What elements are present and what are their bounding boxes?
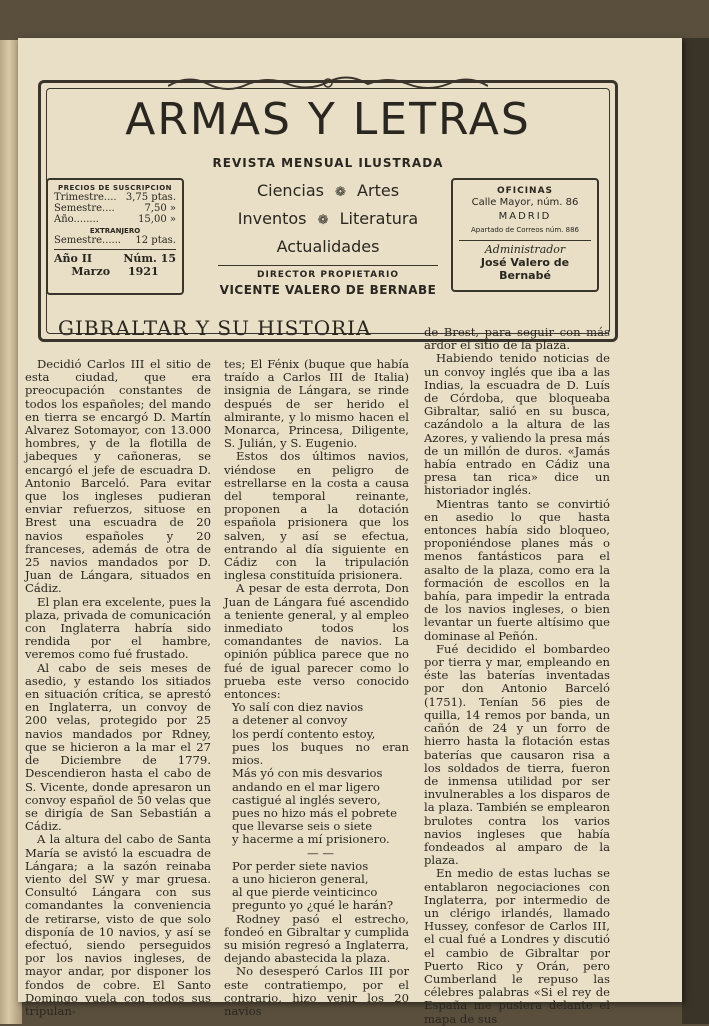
masthead-title: ARMAS Y LETRAS: [125, 94, 531, 145]
paragraph: Decidió Carlos III el sitio de esta ciudad, que era preocupación constantes de todos los españoles; del mando en tierra se encargó D. Martín Alvarez Sotomayor, con 13.000 hombres, y de la flotilla de jabeques y cañoneras, se encargó el jefe de escuadra D. Antonio Barceló. Para evitar que los ingleses pudieran enviar refuerzos, situose en Brest una escuadra de 20 navios españoles y 20 franceses, además de otra de 25 navios mandados por D. Juan de Lángara, situados en Cádiz.: [25, 357, 211, 596]
subscription-box: [46, 178, 184, 295]
issue-yearnum: 1921: [128, 265, 159, 278]
offices-po-box: Apartado de Correos núm. 886: [471, 226, 579, 234]
issue-info: [54, 249, 176, 278]
offices-heading: OFICINAS: [496, 186, 554, 196]
director-name: VICENTE VALERO DE BERNABE: [219, 283, 437, 297]
article-title: GIBRALTAR Y SU HISTORIA: [58, 316, 372, 340]
paragraph: Mientras tanto se convirtió en asedio lo que hasta entonces había sido bloqueo, proponiéndose planes más o menos fantásticos para el asalto de la plaza, como era la formación de escollos en la bahía, para impedir la entrada de los navios ingleses, o bien levantar un fuerte altísimo que dominase al Peñón.: [424, 496, 610, 643]
topic-ciencias: Ciencias: [256, 181, 324, 200]
paragraph: tes; El Fénix (buque que había traído a Carlos III de Italia) insignia de Lángara, se rinde después de ser herido el almirante, y lo mismo hacen el Monarca, Princesa, Diligente, S. Julián, y S. Eugenio.: [224, 357, 409, 451]
paragraph: El plan era excelente, pues la plaza, privada de comunicación con Inglaterra habría sido rendida por el hambre, veremos como fué frustado.: [25, 594, 211, 662]
paragraph: No desesperó Carlos III por este contratiempo, por el contrario, hizo venir los 20 navios: [224, 964, 409, 1018]
ornament-icon: [168, 74, 488, 92]
foreign-heading: EXTRANJERO: [89, 227, 141, 235]
paragraph: Fué decidido el bombardeo por tierra y mar, empleando en éste las baterías inventadas por don Antonio Barceló (1751). Tenían 56 pies de quilla, 14 remos por banda, un cañón de 24 y un forro de hierro hasta la flotación estas baterías que causaron risa a los soldados de tierra, fueron de inmensa utilidad por ser invulnerables a los disparos de la plaza. También se emplearon brulotes contra los varios navios ingleses que había fondeados al amparo de la plaza.: [424, 641, 610, 868]
admin-label: Administrador: [459, 240, 591, 256]
flower-icon: ❁: [317, 213, 329, 228]
topic-inventos: Inventos: [237, 209, 307, 228]
admin-name: José Valero de Bernabé: [480, 256, 570, 282]
issue-year: Año II: [54, 252, 92, 265]
topic-actualidades: Actualidades: [276, 237, 380, 256]
verse: Yo salí con diez navios a detener al convoy los perdí contento estoy, pues los buques no eran mios. Más yó con mis desvarios andando en el mar ligero castigué al inglés severo, pues no hizo más el pobrete que llevarse seis o siete y hacerme a mí prisionero. — — Por perder siete navios a uno hicieron general, al que pierde veinticinco pregunto yo ¿qué le harán?: [224, 701, 409, 912]
paragraph: Rodney pasó el estrecho, fondeó en Gibraltar y cumplida su misión regresó a Inglaterra, dejando abastecida la plaza.: [224, 911, 409, 966]
magazine-page: [18, 38, 682, 1026]
director-label: DIRECTOR PROPIETARIO: [218, 265, 438, 280]
price-row: Año........ 15,00 »: [54, 214, 176, 225]
text-column-2: [224, 358, 409, 1018]
page-edge: [682, 38, 709, 1024]
paragraph: A la altura del cabo de Santa María se avistó la escuadra de Lángara; a la sazón reinaba viento del SW y mar gruesa. Consultó Lángara con sus comandantes la conveniencia de retirarse, visto de que solo disponía de 10 navios, y así se efectuó, siendo perseguidos por los navios ingleses, de mayor andar, por disponer los fondos de cobre. El Santo Domingo vuela con todos sus tripulan-: [25, 832, 211, 1018]
text-column-3: [424, 326, 610, 1026]
topic-literatura: Literatura: [339, 209, 419, 228]
price-row: Semestre...... 12 ptas.: [54, 235, 176, 246]
masthead-subtitle: REVISTA MENSUAL ILUSTRADA: [212, 156, 444, 170]
subscription-heading: PRECIOS DE SUSCRIPCION: [57, 184, 173, 192]
offices-box: [451, 178, 599, 292]
offices-street: Calle Mayor, núm. 86: [471, 197, 579, 208]
topic-artes: Artes: [357, 181, 400, 200]
paragraph: En medio de estas luchas se entablaron negociaciones con Inglaterra, por intermedio de un clérigo irlandés, llamado Hussey, confesor de Carlos III, el cual fué a Londres y discutió el cambio de Gibraltar por Puerto Rico y Orán, pero Cumberland le repuso las célebres palabras «Si el rey de España me pusiera delante el mapa de sus: [424, 866, 610, 1026]
masthead-topics: [178, 178, 478, 260]
paragraph: Al cabo de seis meses de asedio, y estando los sitiados en situación crítica, se aprestó en Inglaterra, un convoy de 200 velas, protegido por 25 navios mandados por Rdney, que se hicieron a la mar el 27 de Diciembre de 1779. Descendieron hasta el cabo de S. Vicente, donde apresaron un convoy español de 50 velas que se dirigía de San Sebastián a Cádiz.: [25, 660, 211, 834]
issue-month: Marzo: [71, 265, 111, 278]
paragraph: de Brest, para seguir con más ardor el sitio de la plaza.: [424, 325, 610, 353]
price-row: Trimestre.... 3,75 ptas.: [54, 192, 176, 203]
issue-number: Núm. 15: [123, 252, 176, 265]
price-row: Semestre.... 7,50 »: [54, 203, 176, 214]
text-column-1: [25, 358, 211, 1018]
flower-icon: ❁: [335, 185, 346, 200]
verse-separator: — —: [307, 845, 334, 860]
paragraph: Habiendo tenido noticias de un convoy inglés que iba a las Indias, la escuadra de D. Luís de Córdoba, que bloqueaba Gibraltar, salió en su busca, cazándolo a la altura de las Azores, y valiendo la presa más de un millón de duros. «Jamás había entrado en Cádiz una presa tan rica» dice un historiador inglés.: [424, 351, 610, 498]
offices-city: MADRID: [498, 211, 552, 222]
paragraph: A pesar de esta derrota, Don Juan de Lángara fué ascendido a teniente general, y al empleo inmediato todos los comandantes de navios. La opinión pública parece que no fué de igual parecer como lo prueba este verso conocido entonces:: [224, 581, 409, 702]
paragraph: Estos dos últimos navios, viéndose en peligro de estrellarse en la costa a causa del temporal reinante, proponen a la dotación española prisionera que los salven, y así se efectua, entrando al día siguiente en Cádiz con la tripulación inglesa constituída prisionera.: [224, 449, 409, 583]
